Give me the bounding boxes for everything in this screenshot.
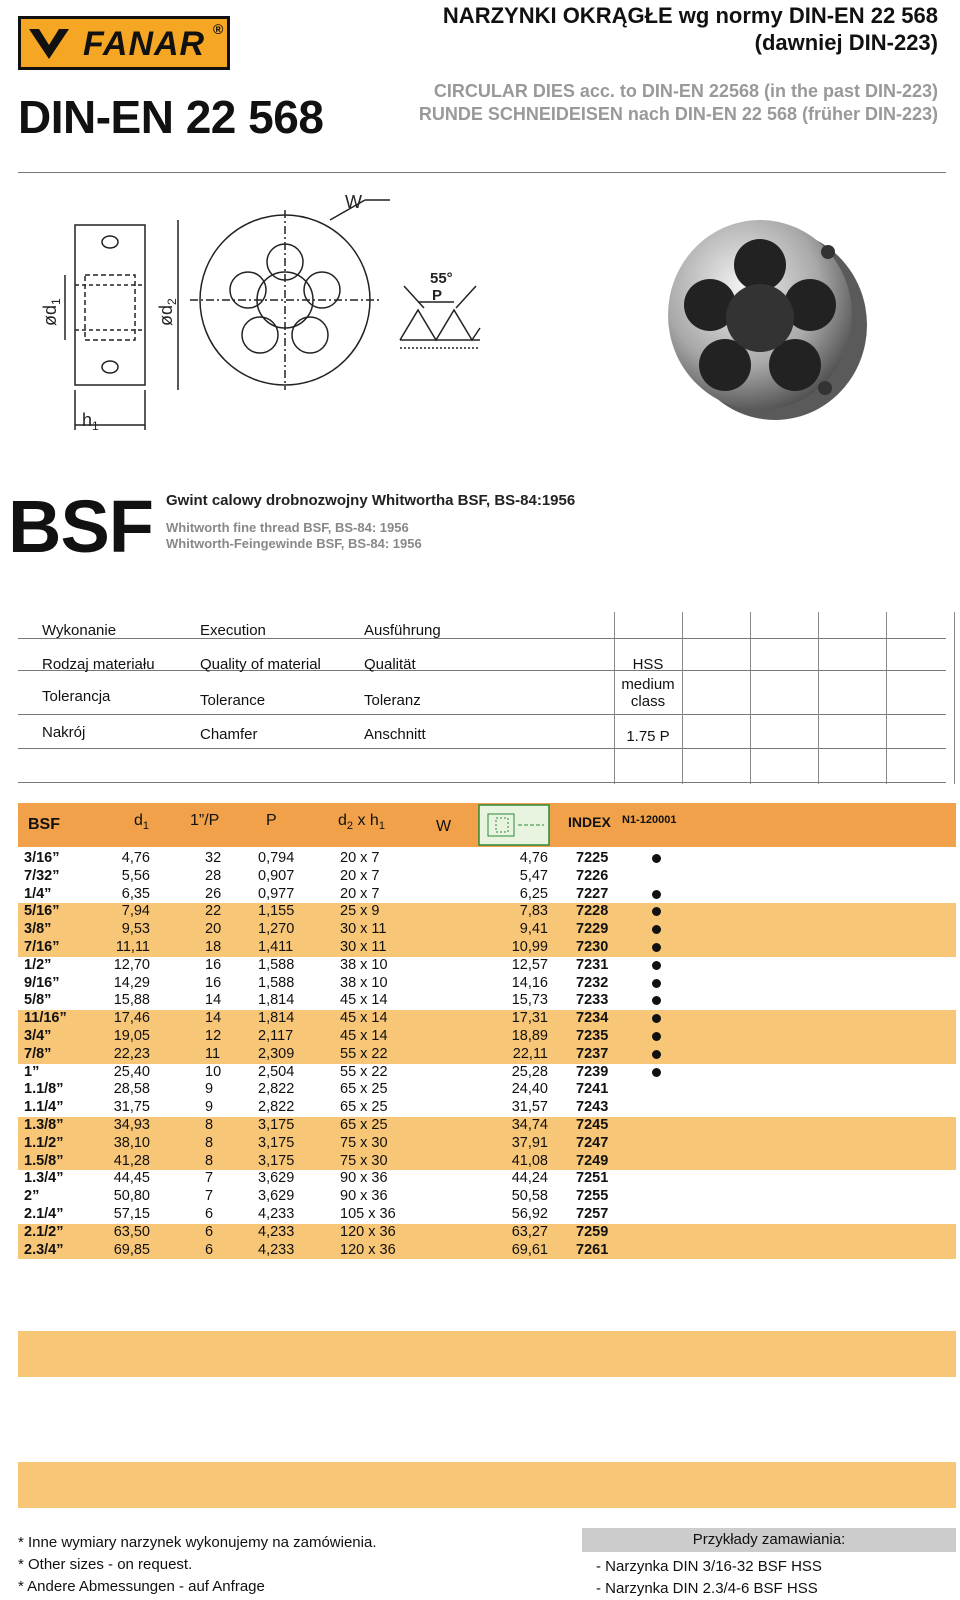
cell-pitch: 3,175 [258,1134,295,1151]
availability-dot [652,1050,661,1059]
cell-w: 5,47 [519,867,548,884]
cell-w: 50,58 [511,1188,548,1205]
cell-pitch: 3,175 [258,1117,295,1133]
cell-d1: 12,70 [113,956,150,973]
title-english: CIRCULAR DIES acc. to DIN-EN 22568 (in the past DIN-223) [433,81,938,101]
label-d2: $ød_2$ [156,298,179,326]
cell-w: 7,83 [519,903,548,920]
cell-d1: 9,53 [121,921,150,938]
cell-d2h1: 30 x 11 [340,921,387,938]
availability-dot [652,1068,661,1077]
cell-index: 7228 [576,903,609,920]
cell-d2h1: 45 x 14 [340,1010,388,1027]
cell-d2h1: 65 x 25 [340,1099,388,1116]
order-examples-title: Przykłady zamawiania: [692,1531,846,1548]
title-polish [443,2,938,56]
label-w: W [345,192,362,212]
cell-d2h1: 90 x 36 [340,1170,388,1187]
cell-pitch: 4,233 [258,1241,295,1258]
empty-band [18,1331,956,1377]
cell-size: 7/8” [24,1045,52,1062]
spec-label-de: Qualität [364,656,416,673]
order-example-1: - Narzynka DIN 3/16-32 BSF HSS [596,1558,822,1575]
cell-w: 24,40 [511,1081,548,1098]
cell-pitch: 3,629 [258,1170,295,1187]
spec-divider [18,670,946,671]
cell-pitch: 3,175 [258,1152,295,1169]
cell-pitch: 1,411 [258,939,294,955]
spec-label-en: Tolerance [200,692,266,709]
cell-d1: 41,28 [113,1152,150,1169]
cell-w: 14,16 [511,974,548,991]
spec-label-pl: Nakrój [42,724,86,741]
cell-size: 1.1/4” [24,1099,64,1116]
cell-size: 11/16” [24,1010,67,1027]
cell-d1: 5,56 [121,867,150,884]
label-d1: $ød_1$ [40,298,63,326]
cell-tpi: 8 [205,1152,214,1169]
cell-index: 7241 [576,1081,609,1098]
availability-dot [652,961,661,970]
cell-tpi: 6 [205,1223,214,1240]
cell-w: 63,27 [511,1223,548,1240]
cell-w: 25,28 [511,1063,548,1080]
cell-size: 3/16” [24,850,60,866]
cell-pitch: 2,504 [258,1063,295,1080]
availability-dot [652,854,661,863]
cell-d2h1: 75 x 30 [340,1134,388,1151]
cell-size: 9/16” [24,974,60,991]
cell-size: 1.3/4” [24,1170,64,1187]
spec-column-line [954,612,955,784]
cell-tpi: 14 [205,992,222,1009]
thread-description-english: Whitworth fine thread BSF, BS-84: 1956 [166,520,409,535]
spec-label-pl: Tolerancja [42,688,111,705]
cell-w: 44,24 [511,1170,548,1187]
cell-d1: 25,40 [113,1063,150,1080]
cell-d1: 63,50 [113,1223,150,1240]
cell-size: 5/16” [24,903,60,920]
cell-d2h1: 30 x 11 [340,939,387,955]
cell-d1: 31,75 [113,1099,150,1116]
cell-size: 2.1/2” [24,1223,64,1240]
cell-index: 7247 [576,1134,609,1151]
cell-size: 5/8” [24,992,52,1009]
cell-index: 7230 [576,939,609,955]
cell-d1: 6,35 [121,885,150,902]
cell-d2h1: 55 x 22 [340,1045,388,1062]
cell-index: 7225 [576,850,609,866]
col-header-d2h1: $d_2$ x $h_1$ [338,812,385,833]
cell-d2h1: 120 x 36 [340,1241,396,1258]
cell-d1: 44,45 [113,1170,150,1187]
cell-w: 12,57 [511,956,548,973]
cell-index: 7261 [576,1241,609,1258]
cell-pitch: 0,977 [258,885,295,902]
cell-index: 7235 [576,1028,609,1044]
cell-d1: 50,80 [113,1188,150,1205]
cell-index: 7259 [576,1223,609,1240]
cell-w: 4,76 [519,850,548,866]
die-technical-drawing [40,190,500,450]
col-header-pitch: P [266,812,277,829]
spec-column-line [682,612,683,784]
cell-d2h1: 20 x 7 [340,850,380,866]
thread-code-large: BSF [8,485,153,568]
thread-description-polish: Gwint calowy drobnozwojny Whitwortha BSF, BS-84:1956 [166,492,576,509]
availability-dot [652,979,661,988]
cell-size: 2.3/4” [24,1241,64,1258]
cell-w: 41,08 [511,1152,548,1169]
cell-tpi: 12 [205,1028,222,1044]
spec-label-pl: Rodzaj materiału [42,656,155,673]
spec-label-de: Ausführung [364,622,441,639]
spec-value-tolerance: medium class [621,676,675,710]
title-polish-line2: (dawniej DIN-223) [754,30,938,55]
cell-pitch: 1,270 [258,921,295,938]
col-header-tpi: 1”/P [190,812,220,829]
cell-d2h1: 20 x 7 [340,885,380,902]
spec-label-en: Quality of material [200,656,321,673]
cell-tpi: 8 [205,1134,214,1151]
order-example-2: - Narzynka DIN 2.3/4-6 BSF HSS [596,1580,818,1597]
spec-label-de: Anschnitt [364,726,426,743]
cell-pitch: 1,588 [258,956,295,973]
spec-label-en: Execution [200,622,266,639]
cell-pitch: 0,794 [258,850,295,866]
col-header-code: N1-120001 [622,814,677,826]
cell-d2h1: 90 x 36 [340,1188,388,1205]
spec-divider [18,638,946,639]
cell-d2h1: 20 x 7 [340,867,380,884]
cell-index: 7227 [576,885,609,902]
cell-w: 56,92 [511,1206,548,1222]
cell-d1: 11,11 [115,939,150,955]
logo-chevron-icon [27,25,71,63]
cell-pitch: 1,814 [258,992,295,1009]
cell-size: 3/8” [24,921,52,938]
cell-d2h1: 75 x 30 [340,1152,388,1169]
cell-index: 7229 [576,921,609,938]
cell-d1: 57,15 [113,1206,150,1222]
die-profile-icon [478,804,550,846]
spec-label-de: Toleranz [364,692,421,709]
cell-d2h1: 120 x 36 [340,1223,396,1240]
cell-d1: 34,93 [113,1117,150,1133]
cell-size: 1/2” [24,956,52,973]
cell-d1: 15,88 [113,992,150,1009]
cell-index: 7257 [576,1206,609,1222]
cell-tpi: 26 [205,885,222,902]
cell-tpi: 6 [205,1241,214,1258]
cell-pitch: 2,117 [258,1028,294,1044]
cell-pitch: 3,629 [258,1188,295,1205]
cell-index: 7237 [576,1045,609,1062]
cell-d1: 14,29 [113,974,150,991]
header-divider [18,172,946,173]
cell-pitch: 2,822 [258,1099,295,1116]
col-header-d1: $d_1$ [134,812,150,833]
cell-size: 2.1/4” [24,1206,64,1222]
cell-pitch: 1,588 [258,974,295,991]
cell-pitch: 2,309 [258,1045,295,1062]
cell-tpi: 16 [205,956,222,973]
cell-index: 7245 [576,1117,609,1133]
availability-dot [652,890,661,899]
cell-size: 1/4” [24,885,52,902]
availability-dot [652,1032,661,1041]
fanar-logo [18,16,230,70]
cell-size: 7/32” [24,867,60,884]
cell-d2h1: 55 x 22 [340,1063,388,1080]
availability-dot [652,943,661,952]
cell-tpi: 10 [205,1063,222,1080]
cell-d2h1: 45 x 14 [340,992,388,1009]
spec-value-chamfer: 1.75 P [626,728,670,745]
cell-tpi: 9 [205,1099,214,1116]
cell-tpi: 32 [205,850,222,866]
cell-index: 7243 [576,1099,609,1116]
cell-d2h1: 38 x 10 [340,956,388,973]
cell-d1: 7,94 [121,903,150,920]
cell-d1: 22,23 [113,1045,150,1062]
spec-divider [18,782,946,783]
cell-w: 9,41 [519,921,548,938]
cell-d1: 38,10 [113,1134,150,1151]
cell-pitch: 0,907 [258,867,295,884]
cell-w: 10,99 [511,939,548,955]
cell-size: 3/4” [24,1028,52,1044]
cell-tpi: 22 [205,903,222,920]
cell-d1: 28,58 [113,1081,150,1098]
spec-column-line [750,612,751,784]
cell-d2h1: 65 x 25 [340,1081,388,1098]
logo-registered-mark: ® [213,21,224,37]
spec-divider [18,748,946,749]
cell-w: 6,25 [519,885,548,902]
cell-tpi: 14 [205,1010,222,1027]
cell-tpi: 6 [205,1206,214,1222]
cell-size: 1.1/2” [24,1134,64,1151]
title-polish-line1: NARZYNKI OKRĄGŁE wg normy DIN-EN 22 568 [442,3,938,28]
cell-tpi: 7 [205,1188,214,1205]
empty-band [18,1462,956,1508]
cell-d2h1: 38 x 10 [340,974,388,991]
cell-index: 7233 [576,992,609,1009]
cell-tpi: 16 [205,974,222,991]
spec-column-line [818,612,819,784]
cell-tpi: 8 [205,1117,214,1133]
cell-w: 34,74 [511,1117,548,1133]
spec-column-line [886,612,887,784]
die-photo [660,210,870,420]
cell-index: 7231 [576,956,609,973]
label-h1: $h_1$ [82,410,99,433]
cell-d2h1: 25 x 9 [340,903,380,920]
cell-index: 7232 [576,974,609,991]
label-angle: 55° [430,270,453,287]
cell-d1: 19,05 [113,1028,150,1044]
cell-pitch: 2,822 [258,1081,295,1098]
cell-index: 7251 [576,1170,609,1187]
col-header-bsf: BSF [28,816,60,833]
cell-d2h1: 105 x 36 [340,1206,396,1222]
cell-pitch: 1,155 [258,903,295,920]
cell-tpi: 18 [205,939,222,955]
title-german: RUNDE SCHNEIDEISEN nach DIN-EN 22 568 (früher DIN-223) [418,104,938,124]
note-german: * Andere Abmessungen - auf Anfrage [18,1578,265,1595]
cell-size: 1.1/8” [24,1081,64,1098]
cell-pitch: 4,233 [258,1206,295,1222]
cell-w: 17,31 [511,1010,548,1027]
spec-label-pl: Wykonanie [42,622,117,639]
standard-title: DIN-EN 22 568 [18,91,324,143]
cell-w: 22,11 [512,1045,548,1062]
cell-size: 1.3/8” [24,1117,64,1133]
note-polish: * Inne wymiary narzynek wykonujemy na zamówienia. [18,1534,377,1551]
cell-size: 7/16” [24,939,60,955]
col-header-index: INDEX [568,814,611,830]
thread-description-german: Whitworth-Feingewinde BSF, BS-84: 1956 [166,536,422,551]
cell-d1: 17,46 [113,1010,150,1027]
cell-tpi: 11 [205,1045,221,1062]
cell-tpi: 28 [205,867,222,884]
col-header-w: W [436,818,452,835]
cell-w: 31,57 [511,1099,548,1116]
logo-text: FANAR [83,25,206,63]
cell-d1: 69,85 [113,1241,150,1258]
cell-w: 37,91 [511,1134,548,1151]
cell-index: 7234 [576,1010,609,1027]
cell-w: 18,89 [511,1028,548,1044]
cell-size: 1.5/8” [24,1152,64,1169]
cell-tpi: 20 [205,921,222,938]
title-translations [419,80,938,126]
cell-size: 2” [24,1188,40,1205]
cell-w: 15,73 [511,992,548,1009]
cell-size: 1” [24,1063,40,1080]
cell-d2h1: 45 x 14 [340,1028,388,1044]
cell-index: 7226 [576,867,609,884]
spec-value-material: HSS [632,656,664,673]
cell-index: 7249 [576,1152,609,1169]
cell-index: 7255 [576,1188,609,1205]
cell-d1: 4,76 [121,850,150,866]
cell-pitch: 1,814 [258,1010,295,1027]
cell-d2h1: 65 x 25 [340,1117,388,1133]
cell-index: 7239 [576,1063,609,1080]
spec-label-en: Chamfer [200,726,258,743]
cell-pitch: 4,233 [258,1223,295,1240]
cell-tpi: 7 [205,1170,214,1187]
spec-divider [18,714,946,715]
cell-tpi: 9 [205,1081,214,1098]
cell-w: 69,61 [511,1241,548,1258]
label-pitch: P [432,287,443,304]
note-english: * Other sizes - on request. [18,1556,193,1573]
